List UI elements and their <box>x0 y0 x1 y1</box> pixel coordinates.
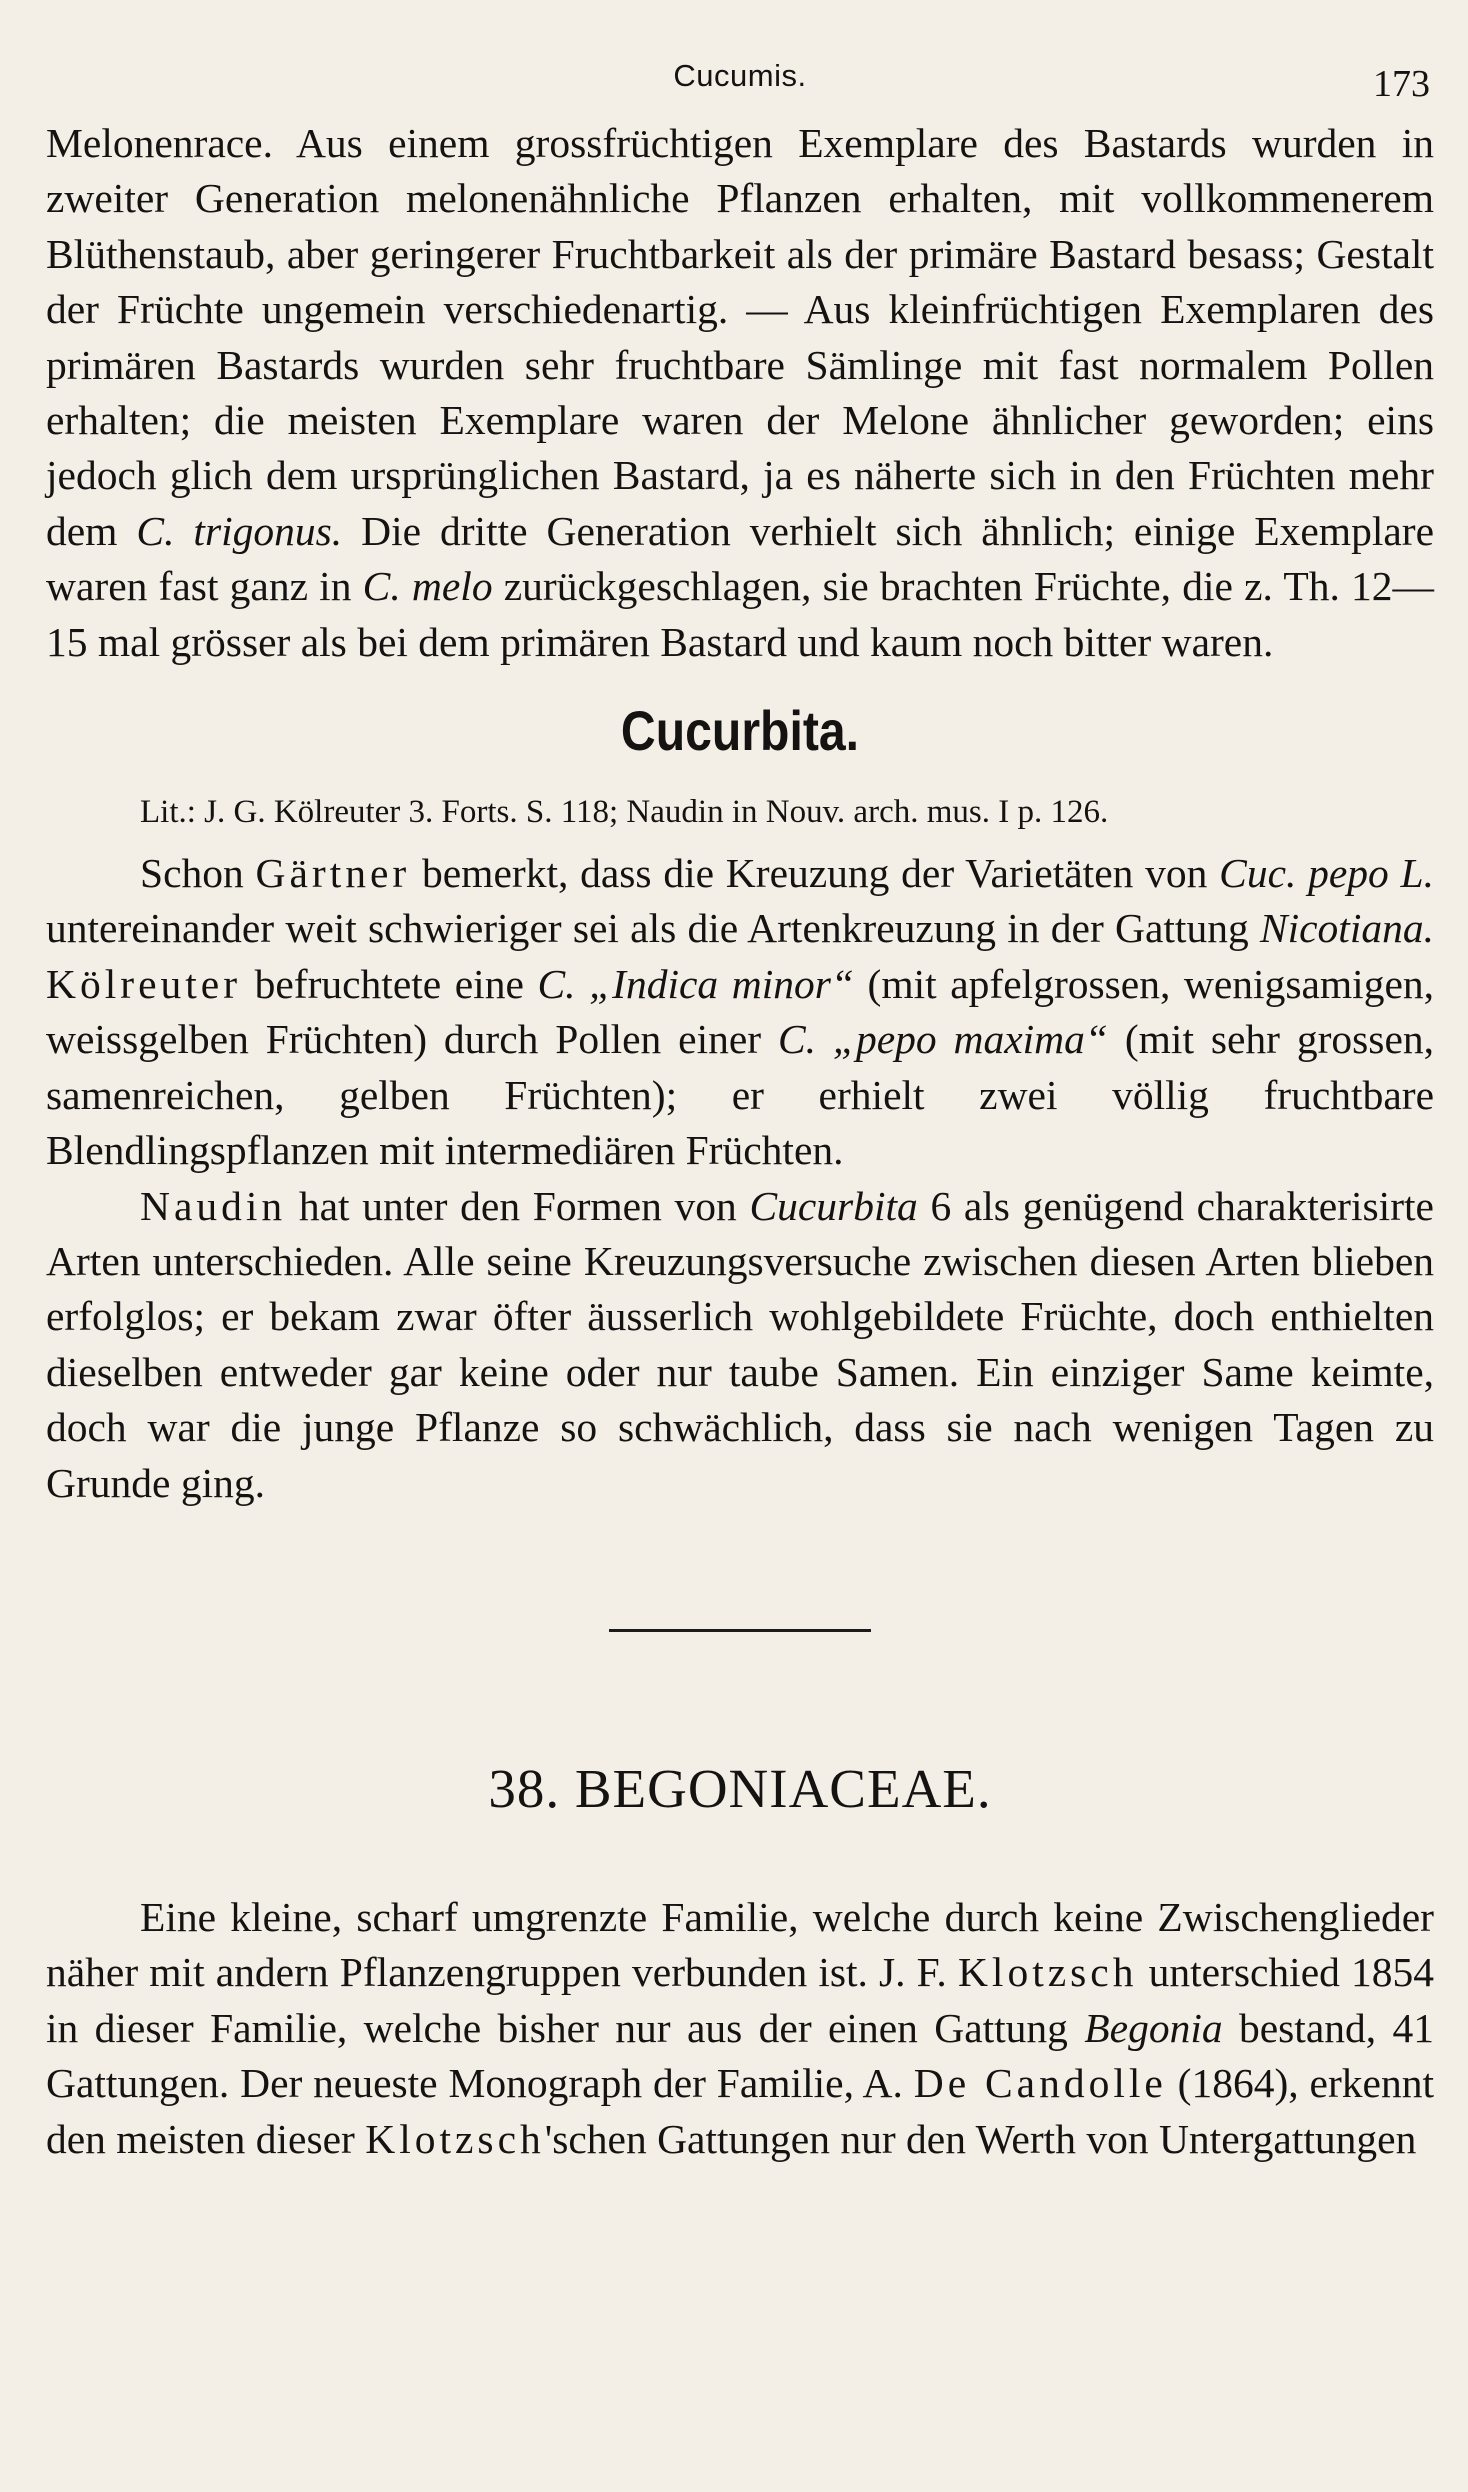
begoniaceae-paragraph <box>46 1890 1434 2167</box>
text-run: Die dritte Generation verhielt sich ähnlich; einige Exemplare waren fast ganz in <box>46 507 1435 610</box>
text-run: Melonenrace. Aus einem grossfrüchtigen Exemplare des Bastards wurden in zweiter Generation melonenähnliche Pflanzen erhalten, mit vollkommenerem Blüthenstaub, aber geringerer Fruchtbarkeit als der primäre Bastard besass; Gestalt der Früchte ungemein verschiedenartig. — Aus kleinfrüchtigen Exemplaren des primären Bastards wurden sehr fruchtbare Sämlinge mit fast normalem Pollen erhalten; die meisten Exemplare waren der Melone ähnlicher geworden; eins jedoch glich dem ursprünglichen Bastard, ja es näherte sich in den Früchten mehr dem <box>46 120 1434 554</box>
italic-run: Begonia <box>1084 2004 1223 2051</box>
spaced-name-run: De Candolle <box>913 2060 1167 2107</box>
section-divider-rule <box>609 1629 871 1632</box>
spaced-name-run: Gärtner <box>255 850 411 897</box>
genus-heading-cucurbita: Cucurbita. <box>620 699 860 763</box>
text-run: (mit sehr grossen, samenreichen, gelben Früchten); er erhielt zwei völlig fruchtbare Blendlingspflanzen mit intermediären Früchten. <box>46 1016 1435 1174</box>
text-run: befruchtete eine <box>241 960 538 1007</box>
spaced-name-run: Naudin <box>140 1182 287 1229</box>
running-header <box>46 54 1434 116</box>
page-number: 173 <box>1373 63 1430 105</box>
cucurbita-paragraph-2 <box>46 1179 1434 1511</box>
text-run: Schon <box>140 850 256 897</box>
text-run: 'schen Gattungen nur den Werth von Untergattungen <box>544 2115 1417 2162</box>
italic-run: C. melo <box>362 563 493 610</box>
cucumis-continuation-paragraph <box>46 116 1434 670</box>
text-run: untereinander weit schwieriger sei als die Artenkreuzung in der Gattung <box>46 905 1260 952</box>
running-title: Cucumis. <box>673 58 807 93</box>
text-run: hat unter den Formen von <box>286 1182 750 1229</box>
text-run: 6 als genügend charakterisirte Arten unterschieden. Alle seine Kreuzungsversuche zwischen diesen Arten blieben erfolglos; er bekam zwar öfter äusserlich wohlgebildete Früchte, doch enthielten dieselben entweder gar keine oder nur taube Samen. Ein einziger Same keimte, doch war die junge Pflanze so schwächlich, dass sie nach wenigen Tagen zu Grunde ging. <box>46 1182 1434 1506</box>
italic-run: Nicotiana. <box>1259 905 1434 952</box>
body-text <box>46 116 1434 2167</box>
italic-run: C. „Indica minor“ <box>537 960 854 1007</box>
text-run: bestand, 41 Gattungen. Der neueste Monograph der Familie, A. <box>46 2004 1434 2107</box>
cucurbita-paragraph-1 <box>46 846 1434 1178</box>
italic-run: Cucurbita <box>749 1182 918 1229</box>
spaced-name-run: Kölreuter <box>46 960 242 1007</box>
italic-run: C. trigonus. <box>136 507 343 554</box>
italic-run: C. „pepo maxima“ <box>777 1016 1108 1063</box>
text-run: (1864), erkennt den meisten dieser <box>46 2060 1434 2162</box>
family-heading-begoniaceae: 38. BEGONIACEAE. <box>488 1757 992 1819</box>
text-run: (mit apfelgrossen, wenigsamigen, weissgelben Früchten) durch Pollen einer <box>46 960 1435 1063</box>
text-run: Eine kleine, scharf umgrenzte Familie, welche durch keine Zwischenglieder näher mit andern Pflanzengruppen verbunden ist. J. F. <box>46 1893 1434 1996</box>
spaced-name-run: Klotzsch <box>957 1949 1138 1996</box>
text-run: zurückgeschlagen, sie brachten Früchte, die z. Th. 12—15 mal grösser als bei dem primären Bastard und kaum noch bitter waren. <box>46 563 1435 665</box>
italic-run: Cuc. pepo L. <box>1219 850 1435 897</box>
literature-reference: Lit.: J. G. Kölreuter 3. Forts. S. 118; Naudin in Nouv. arch. mus. I p. 126. <box>140 794 1109 831</box>
text-run: bemerkt, dass die Kreuzung der Varietäten von <box>410 850 1220 897</box>
text-run: unterschied 1854 in dieser Familie, welche bisher nur aus der einen Gattung <box>46 1949 1434 2051</box>
spaced-name-run: Klotzsch <box>365 2115 545 2162</box>
